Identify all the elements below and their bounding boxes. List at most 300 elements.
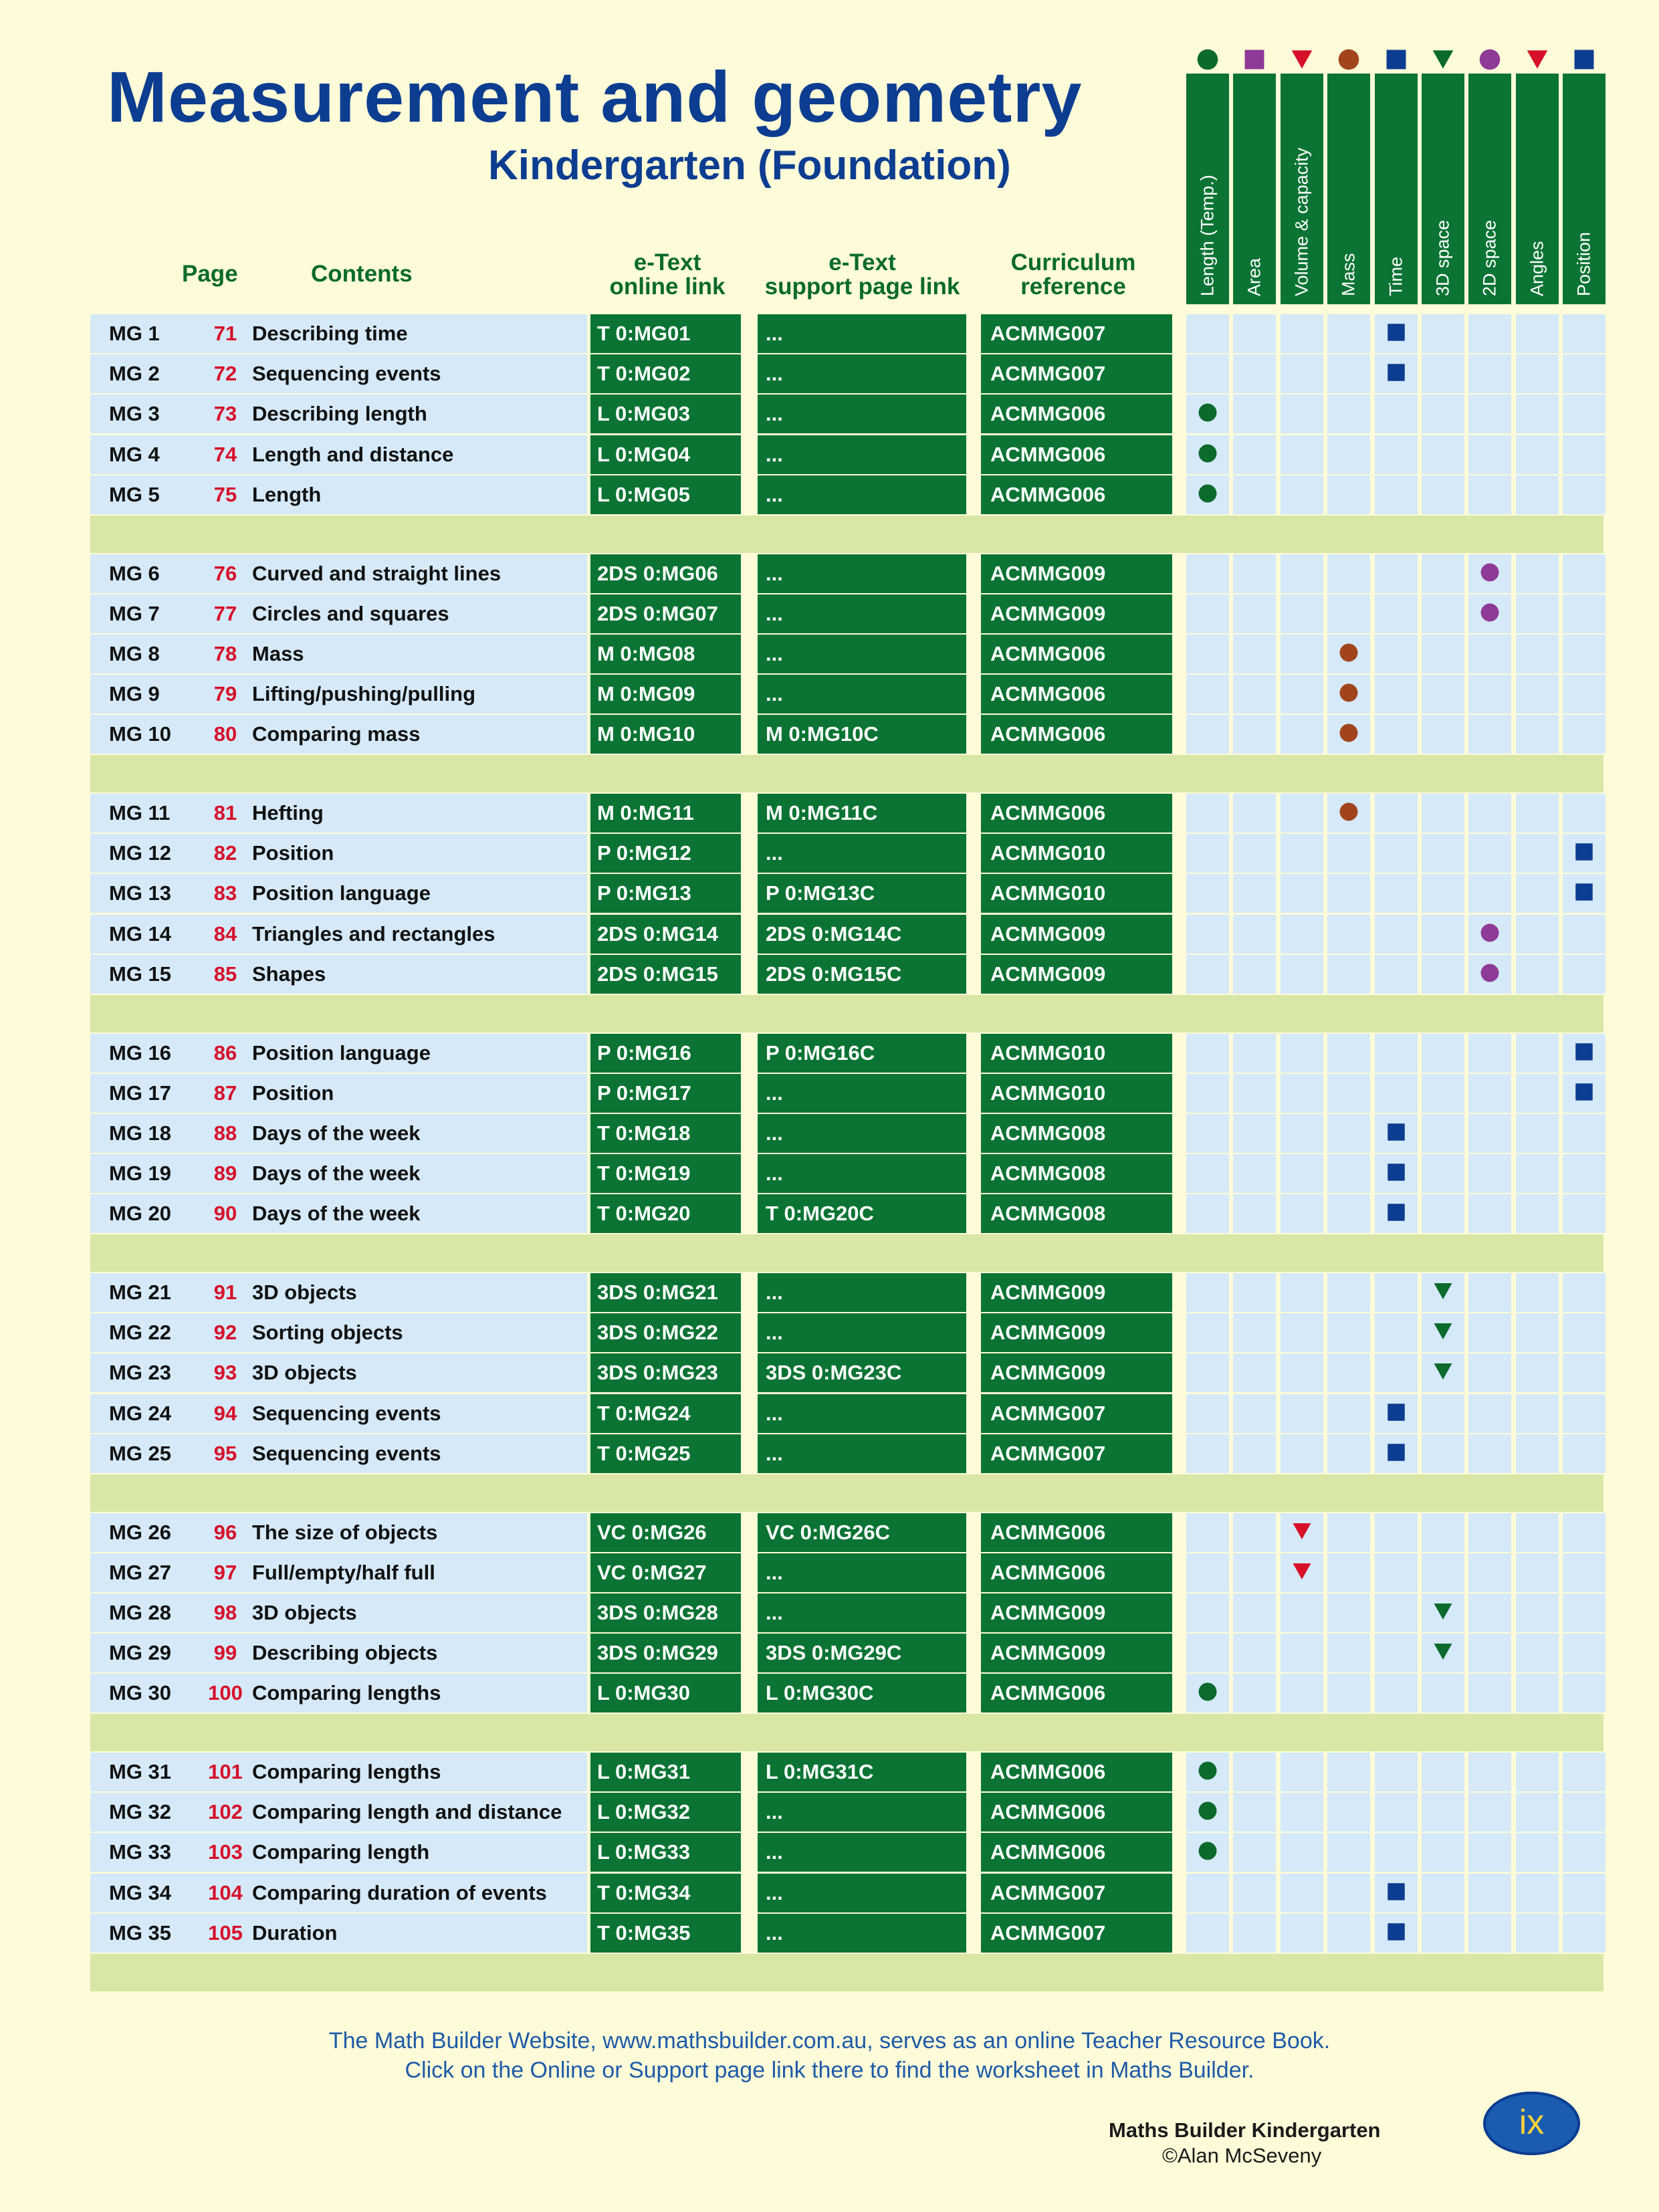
etext-online-link-cell[interactable] [590,635,741,673]
table-row [90,675,1603,713]
category-cell [1186,475,1229,514]
etext-support-link-cell[interactable] [758,675,966,713]
category-cell [1468,1553,1511,1592]
category-cell [1563,475,1606,514]
category-cell [1468,675,1511,713]
category-cell [1468,955,1511,994]
etext-support-link: ... [766,561,783,585]
etext-support-link-cell[interactable] [758,1313,966,1352]
curriculum-reference-cell [981,1874,1172,1912]
etext-online-link-cell[interactable] [590,1434,741,1473]
etext-online-link-cell[interactable] [590,314,741,353]
curriculum-reference-cell [981,874,1172,913]
etext-online-link: 2DS 0:MG15 [597,962,718,986]
etext-online-link-cell[interactable] [590,1914,741,1953]
category-cell [1186,1353,1229,1392]
etext-support-link-cell[interactable] [758,1634,966,1672]
curriculum-reference-cell [981,794,1172,833]
etext-online-link: L 0:MG03 [597,402,690,426]
etext-online-link-cell[interactable] [590,874,741,913]
category-cell [1516,435,1559,474]
etext-support-link-cell[interactable] [758,354,966,393]
etext-support-link-cell[interactable] [758,395,966,433]
category-cell [1422,1914,1464,1953]
category-cell [1468,1194,1511,1233]
time-square-icon [1386,1442,1406,1466]
category-cell [1375,1793,1418,1832]
curriculum-reference: ACMMG008 [990,1202,1106,1226]
category-cell [1281,1793,1323,1832]
etext-online-link: M 0:MG09 [597,682,695,706]
category-cell [1281,1353,1323,1392]
etext-online-link-cell[interactable] [590,834,741,873]
category-cell [1468,554,1511,593]
category-header-3d-space [1422,74,1464,304]
category-cell [1186,1434,1229,1473]
category-cell [1186,594,1229,633]
row-contents: Comparing length [252,1840,430,1864]
page-number: 86 [213,1040,237,1065]
category-cell [1233,1833,1276,1872]
page-number: 91 [213,1281,237,1304]
header-curriculum: Curriculum reference [1010,249,1136,300]
etext-support-link: ... [766,1281,783,1304]
category-cell [1375,554,1418,593]
etext-online-link-cell[interactable] [590,435,741,474]
category-cell [1468,1674,1511,1712]
category-cell [1563,874,1606,913]
etext-online-link-cell[interactable] [590,1074,741,1113]
etext-support-link: ... [766,1920,783,1945]
etext-online-link: VC 0:MG26 [597,1520,707,1544]
etext-online-link: L 0:MG32 [597,1800,690,1824]
category-cell [1281,1313,1323,1352]
table-row [90,1593,1603,1632]
page-subtitle: Kindergarten (Foundation) [488,142,1011,189]
curriculum-reference: ACMMG006 [990,641,1106,665]
time-square-icon [1386,1162,1406,1186]
page-number: 74 [213,442,237,466]
curriculum-reference: ACMMG007 [990,362,1106,386]
etext-online-link: T 0:MG34 [597,1880,691,1904]
curriculum-reference-cell [981,1273,1172,1312]
category-cell [1375,874,1418,913]
row-contents: Days of the week [252,1121,421,1145]
table-row [90,1874,1603,1912]
mg-code: MG 19 [109,1162,172,1186]
page-number: 76 [213,561,237,585]
etext-online-link-cell[interactable] [590,675,741,713]
category-cell [1422,1353,1464,1392]
category-cell [1422,675,1464,713]
etext-online-link-cell[interactable] [590,1114,741,1153]
category-cell [1281,915,1323,954]
category-cell [1516,794,1559,833]
etext-support-link-cell[interactable] [758,594,966,633]
category-cell [1327,314,1370,353]
category-cell [1327,915,1370,954]
curriculum-reference: ACMMG006 [990,402,1106,426]
page-number: 97 [213,1560,237,1584]
curriculum-reference: ACMMG008 [990,1121,1106,1145]
etext-support-link: ... [766,1800,783,1824]
category-cell [1468,1114,1511,1153]
etext-support-link-cell[interactable] [758,834,966,873]
category-cell [1375,794,1418,833]
category-cell [1375,1674,1418,1712]
category-cell [1468,715,1511,754]
mg-code: MG 23 [109,1361,172,1385]
category-cell [1281,1553,1323,1592]
category-cell [1281,1593,1323,1632]
row-contents: The size of objects [252,1520,438,1544]
category-cell [1375,1154,1418,1193]
category-cell [1468,1634,1511,1672]
table-row [90,314,1603,353]
mass-circle-icon [1339,683,1359,706]
category-cell [1422,1513,1464,1552]
category-cell [1516,475,1559,514]
category-cell [1186,435,1229,474]
category-cell [1375,1753,1418,1791]
category-cell [1375,395,1418,433]
curriculum-reference: ACMMG009 [990,1600,1106,1624]
mg-code: MG 34 [109,1880,172,1904]
etext-online-link: T 0:MG25 [597,1441,691,1465]
category-cell [1468,314,1511,353]
etext-support-link-cell[interactable] [758,1833,966,1872]
2d-space-circle-icon [1480,602,1500,626]
table-row [90,1753,1603,1791]
etext-online-link: P 0:MG16 [597,1040,691,1065]
etext-online-link-cell[interactable] [590,715,741,754]
category-cell [1422,1434,1464,1473]
page-number: 87 [213,1081,237,1105]
category-cell [1422,834,1464,873]
category-label: Angles [1527,241,1547,296]
mg-code: MG 15 [109,962,172,986]
etext-support-link: ... [766,682,783,706]
category-cell [1375,435,1418,474]
category-cell [1468,1434,1511,1473]
mg-code: MG 6 [109,561,160,585]
category-header-2d-space [1468,74,1511,304]
page-number: 82 [213,841,237,865]
etext-support-link-cell[interactable] [758,1194,966,1233]
etext-support-link-cell[interactable] [758,635,966,673]
category-cell [1468,354,1511,393]
curriculum-reference-cell [981,1034,1172,1073]
row-contents: Describing time [252,322,408,345]
author-credit: ©Alan McSeveny [1162,2144,1322,2167]
curriculum-reference-cell [981,1074,1172,1113]
circle-icon [1337,48,1360,71]
etext-support-link-cell[interactable] [758,715,966,754]
category-cell [1233,1313,1276,1352]
volume-and-capacity-triangle-icon [1292,1521,1312,1545]
category-cell [1516,715,1559,754]
mg-code: MG 9 [109,682,160,706]
category-cell [1563,1434,1606,1473]
table-row [90,915,1603,954]
etext-support-link-cell[interactable] [758,1114,966,1153]
etext-support-link: ... [766,601,783,625]
category-cell [1281,1674,1323,1712]
curriculum-reference-cell [981,1394,1172,1433]
etext-online-link-cell[interactable] [590,554,741,593]
etext-online-link-cell[interactable] [590,1353,741,1392]
row-contents: Position [252,1081,334,1105]
category-cell [1516,1914,1559,1953]
etext-online-link-cell[interactable] [590,955,741,994]
category-cell [1468,1833,1511,1872]
etext-support-link: L 0:MG31C [766,1760,874,1783]
row-contents: Comparing length and distance [252,1800,562,1824]
row-contents: 3D objects [252,1600,357,1624]
category-label: 3D space [1432,219,1453,296]
etext-support-link: ... [766,841,783,865]
category-cell [1516,1273,1559,1312]
row-contents: Circles and squares [252,601,449,625]
square-icon [1243,48,1266,71]
category-cell [1375,1353,1418,1392]
mg-code: MG 32 [109,1800,172,1824]
category-cell [1233,794,1276,833]
curriculum-reference-cell [981,1434,1172,1473]
etext-online-link-cell[interactable] [590,1793,741,1832]
category-cell [1233,715,1276,754]
curriculum-reference: ACMMG009 [990,1361,1106,1385]
category-cell [1516,1394,1559,1433]
category-cell [1422,1194,1464,1233]
category-cell [1281,1034,1323,1073]
etext-online-link-cell[interactable] [590,1313,741,1352]
category-cell [1233,1353,1276,1392]
etext-support-link-cell[interactable] [758,1154,966,1193]
category-cell [1516,1793,1559,1832]
curriculum-reference-cell [981,955,1172,994]
row-contents: 3D objects [252,1361,357,1385]
category-cell [1186,395,1229,433]
category-cell [1233,874,1276,913]
category-cell [1281,1154,1323,1193]
3d-space-triangle-icon [1433,1281,1453,1305]
etext-support-link-cell[interactable] [758,1674,966,1712]
mg-code: MG 18 [109,1121,172,1145]
etext-support-link-cell[interactable] [758,1394,966,1433]
2d-space-circle-icon [1480,963,1500,986]
etext-online-link-cell[interactable] [590,794,741,833]
mg-code: MG 35 [109,1920,172,1945]
etext-online-link-cell[interactable] [590,1273,741,1312]
etext-support-link-cell[interactable] [758,1434,966,1473]
category-cell [1563,635,1606,673]
row-contents: Describing length [252,402,427,426]
row-contents: Days of the week [252,1162,421,1186]
category-cell [1375,1914,1418,1953]
category-cell [1375,1634,1418,1672]
category-cell [1516,874,1559,913]
category-cell [1563,435,1606,474]
etext-support-link-cell[interactable] [758,874,966,913]
category-cell [1516,314,1559,353]
category-cell [1375,475,1418,514]
category-cell [1516,1114,1559,1153]
category-cell [1327,955,1370,994]
etext-support-link-cell[interactable] [758,1753,966,1791]
etext-online-link-cell[interactable] [590,1194,741,1233]
page-number: 93 [213,1361,237,1385]
etext-online-link: 3DS 0:MG29 [597,1641,718,1665]
curriculum-reference-cell [981,554,1172,593]
page-number-badge: ix [1483,2092,1580,2155]
etext-online-link: 3DS 0:MG28 [597,1600,718,1624]
table-row [90,1313,1603,1352]
3d-space-triangle-icon [1433,1321,1453,1345]
etext-support-link: 2DS 0:MG14C [766,921,902,946]
etext-support-link-cell[interactable] [758,955,966,994]
category-cell [1233,955,1276,994]
curriculum-reference: ACMMG006 [990,801,1106,824]
category-cell [1233,1194,1276,1233]
category-cell [1468,1513,1511,1552]
etext-support-link-cell[interactable] [758,314,966,353]
mg-code: MG 31 [109,1760,172,1783]
etext-online-link-cell[interactable] [590,1593,741,1632]
curriculum-reference: ACMMG010 [990,1040,1106,1065]
etext-support-link: ... [766,1162,783,1186]
etext-online-link-cell[interactable] [590,1874,741,1912]
category-cell [1563,1833,1606,1872]
category-cell [1281,794,1323,833]
category-cell [1186,1313,1229,1352]
page-number: 78 [213,641,237,665]
category-cell [1186,1833,1229,1872]
etext-support-link: ... [766,1880,783,1904]
category-cell [1281,1874,1323,1912]
category-cell [1468,1793,1511,1832]
footer-line-1: The Math Builder Website, www.mathsbuilder.com.au, serves as an online Teacher Resource Book. [328,2028,1331,2054]
category-cell [1563,1154,1606,1193]
category-cell [1422,1553,1464,1592]
etext-support-link-cell[interactable] [758,794,966,833]
row-contents: Mass [252,641,304,665]
etext-support-link-cell[interactable] [758,1914,966,1953]
etext-support-link: M 0:MG10C [766,722,879,746]
category-cell [1233,675,1276,713]
etext-online-link-cell[interactable] [590,1034,741,1073]
category-cell [1281,554,1323,593]
page-number: 102 [208,1800,243,1824]
mg-code: MG 28 [109,1600,172,1624]
etext-support-link-cell[interactable] [758,435,966,474]
category-cell [1281,1194,1323,1233]
etext-online-link-cell[interactable] [590,1634,741,1672]
row-contents: Full/empty/half full [252,1560,435,1584]
etext-online-link-cell[interactable] [590,395,741,433]
category-cell [1516,1154,1559,1193]
etext-support-link-cell[interactable] [758,554,966,593]
table-row [90,635,1603,673]
table-row [90,1394,1603,1433]
category-cell [1327,635,1370,673]
etext-online-link-cell[interactable] [590,1553,741,1592]
category-cell [1327,354,1370,393]
etext-online-link-cell[interactable] [590,1513,741,1552]
category-cell [1563,834,1606,873]
etext-online-link-cell[interactable] [590,1674,741,1712]
category-cell [1422,955,1464,994]
etext-online-link-cell[interactable] [590,1154,741,1193]
category-cell [1186,1513,1229,1552]
mg-code: MG 12 [109,841,172,865]
curriculum-reference: ACMMG009 [990,1321,1106,1345]
header-support: e-Text support page link [764,249,960,300]
etext-support-link-cell[interactable] [758,1353,966,1392]
category-cell [1375,1034,1418,1073]
category-cell [1233,314,1276,353]
etext-online-link-cell[interactable] [590,354,741,393]
etext-online-link-cell[interactable] [590,1394,741,1433]
row-contents: Comparing lengths [252,1681,441,1705]
etext-online-link-cell[interactable] [590,594,741,633]
category-cell [1516,1634,1559,1672]
category-cell [1186,915,1229,954]
category-cell [1327,1154,1370,1193]
category-cell [1327,675,1370,713]
etext-support-link-cell[interactable] [758,1593,966,1632]
row-contents: Comparing lengths [252,1760,441,1783]
category-header-time [1375,74,1418,304]
curriculum-reference: ACMMG007 [990,1441,1106,1465]
table-row [90,1634,1603,1672]
etext-online-link-cell[interactable] [590,1753,741,1791]
etext-support-link-cell[interactable] [758,915,966,954]
category-cell [1281,1114,1323,1153]
time-square-icon [1386,1882,1406,1905]
etext-support-link-cell[interactable] [758,475,966,514]
etext-support-link: ... [766,1441,783,1465]
etext-support-link-cell[interactable] [758,1513,966,1552]
etext-support-link-cell[interactable] [758,1034,966,1073]
length-temp-circle-icon [1198,483,1218,507]
category-cell [1233,1914,1276,1953]
category-cell [1563,395,1606,433]
etext-support-link-cell[interactable] [758,1874,966,1912]
category-cell [1563,1914,1606,1953]
page-title: Measurement and geometry [107,56,1083,137]
etext-support-link-cell[interactable] [758,1553,966,1592]
category-cell [1327,1273,1370,1312]
curriculum-reference: ACMMG006 [990,482,1106,506]
etext-online-link-cell[interactable] [590,475,741,514]
position-square-icon [1574,882,1594,905]
category-cell [1563,554,1606,593]
etext-support-link-cell[interactable] [758,1793,966,1832]
table-row [90,1793,1603,1832]
category-cell [1422,635,1464,673]
etext-online-link-cell[interactable] [590,1833,741,1872]
curriculum-reference: ACMMG007 [990,322,1106,345]
etext-support-link-cell[interactable] [758,1074,966,1113]
category-cell [1327,1914,1370,1953]
page-number: 96 [213,1520,237,1544]
etext-support-link: P 0:MG13C [766,881,875,905]
etext-online-link-cell[interactable] [590,915,741,954]
page-number: 79 [213,682,237,706]
category-cell [1563,794,1606,833]
etext-support-link-cell[interactable] [758,1273,966,1312]
